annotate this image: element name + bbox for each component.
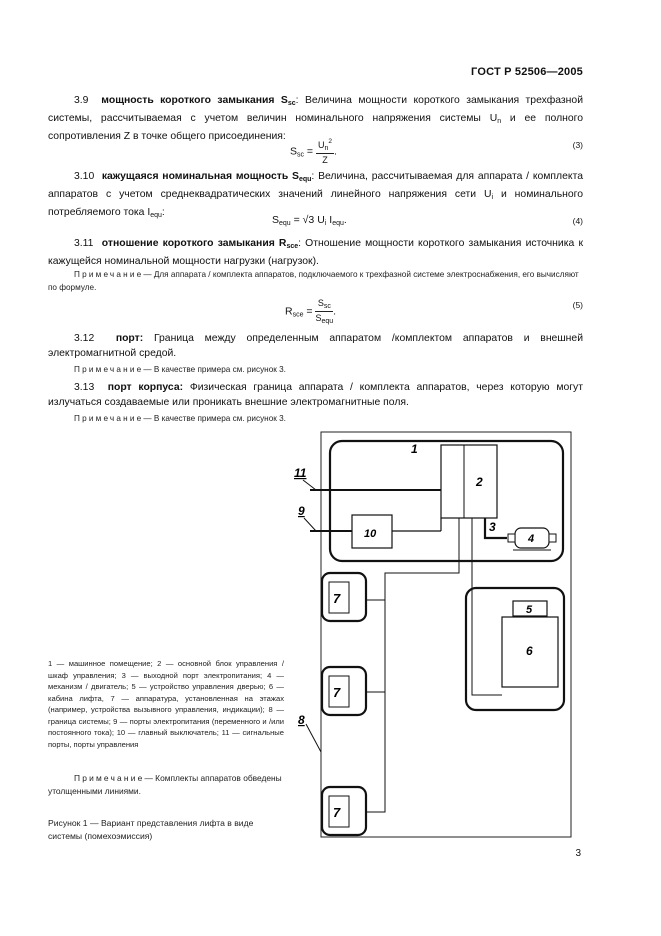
formula-4: $S_{equ} = √3$ $U_i$ $I_{equ}$. xyxy=(272,214,347,227)
label-4: 4 xyxy=(528,533,535,545)
figure-caption: Рисунок 1 — Вариант представления лифта в виде системы (помехоэмиссия) xyxy=(48,818,254,841)
term: порт корпуса: xyxy=(107,382,184,393)
label-7a: 7 xyxy=(333,591,341,606)
formula-3: $S_{sc}$ = $\frac{U_n^2}{Z}$ . xyxy=(290,138,337,165)
label-2: 2 xyxy=(476,475,483,489)
formula-label-5: (5) xyxy=(572,300,583,310)
system-boundary xyxy=(321,432,571,837)
term: порт: xyxy=(115,333,144,344)
term: отношение короткого замыкания $R_{sce}$ xyxy=(101,238,299,250)
label-1: 1 xyxy=(411,442,418,456)
control-unit xyxy=(441,445,497,518)
label-11: 11 xyxy=(294,466,307,480)
label-10: 10 xyxy=(364,528,377,540)
label-7b: 7 xyxy=(333,685,341,700)
formula-label-4: (4) xyxy=(572,216,583,226)
page-number: 3 xyxy=(575,848,581,859)
document-header: ГОСТ Р 52506—2005 xyxy=(471,66,583,78)
section-3-10: 3.10 кажущаяся номинальная мощность $S_{equ}$: Величина, рассчитываемая для аппарата / комплекта аппаратов с учетом среднеквадратических значений линейного напряжения сети $U_i$ и номинального потребляемого тока $I_{equ}$: xyxy=(48,171,583,219)
label-3: 3 xyxy=(489,520,496,534)
section-3-12: 3.12 порт: Граница между определенным аппаратом /комплектом аппаратов и внешней электромагнитной средой. xyxy=(48,333,583,359)
section-3-9: 3.9 мощность короткого замыкания $S_{sc}$: Величина мощности короткого замыкания трехфазной системы, рассчитываемая с учетом величин номинального напряжения системы $U_n$ и ее полного сопротивления Z в точке общего присоединения: xyxy=(48,95,584,142)
section-3-13: 3.13 порт корпуса: Физическая граница аппарата / комплекта аппаратов, через которую могут излучаться создаваемые или проникать внешние электромагнитные поля. xyxy=(48,382,583,408)
term: мощность короткого замыкания $S_{sc}$ xyxy=(101,95,296,107)
term: кажущаяся номинальная мощность $S_{equ}$ xyxy=(101,171,312,183)
note-3-11: Примечание— Для аппарата / комплекта аппаратов, подключаемого к трехфазной системе электроснабжения, его вычисляют по формуле. xyxy=(48,270,579,292)
cabin-group xyxy=(466,588,564,710)
figure-legend: 1 — машинное помещение; 2 — основной блок управления / шкаф управления; 3 — выходной порт электропитания; 4 — механизм / двигатель; 5 — устройство управления дверью; 6 — кабина лифта, 7 — аппаратура, установленная на этажах (например, устройства вызывного управления, индикации); 8 — граница системы; 9 — порты электропитания (переменного и /или постоянного тока); 10 — главный выключатель; 11 — сигнальные порты, порты управления xyxy=(48,659,284,749)
label-7c: 7 xyxy=(333,805,341,820)
note-3-12: Примечание— В качестве примера см. рисунок 3. xyxy=(74,365,286,374)
section-number: 3.9 xyxy=(74,95,89,106)
label-5: 5 xyxy=(526,604,533,616)
formula-label-3: (3) xyxy=(572,140,583,150)
label-9: 9 xyxy=(298,504,305,518)
label-6: 6 xyxy=(526,644,533,658)
label-8: 8 xyxy=(298,713,305,727)
figure-note: Примечание— Комплекты аппаратов обведены утолщенными линиями. xyxy=(48,773,282,796)
section-3-11: 3.11 отношение короткого замыкания $R_{sce}$: Отношение мощности короткого замыкания источника к кажущейся номинальной мощности нагрузки (нагрузок). xyxy=(48,238,583,267)
formula-5: $R_{sce}$ = $\frac{S_{sc}}{S_{equ}}$ . xyxy=(285,298,337,325)
note-3-13: Примечание— В качестве примера см. рисунок 3. xyxy=(74,414,286,423)
